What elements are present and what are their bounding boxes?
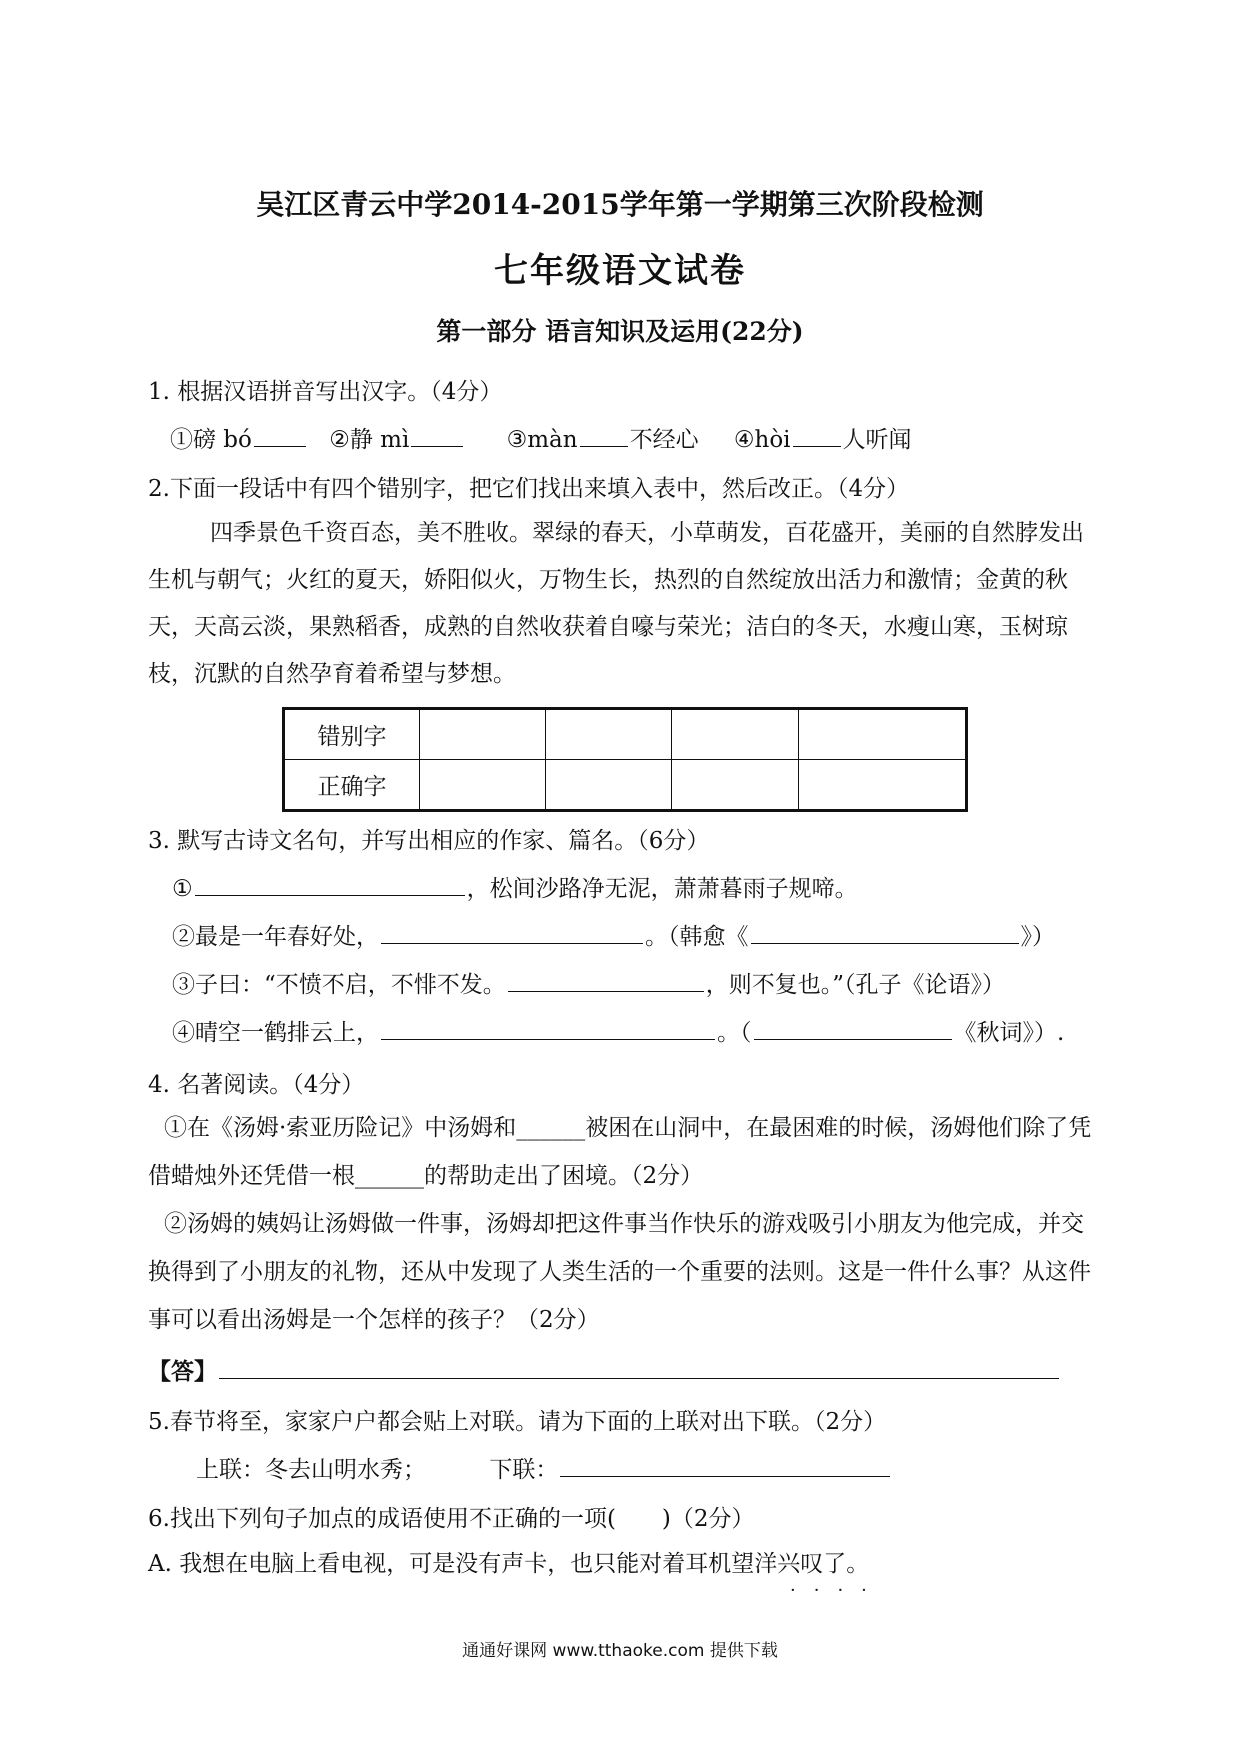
q1-item-2: ②静 mì [329, 427, 410, 453]
q4-sub-2: ②汤姆的姨妈让汤姆做一件事，汤姆却把这件事当作快乐的游戏吸引小朋友为他完成，并交换得到了小朋友的礼物，还从中发现了人类生活的一个重要的法则。这是一件什么事？从这件事可以看出汤姆是一个怎样的孩子？（2分） [148, 1211, 1091, 1333]
q1-blank-3[interactable] [580, 424, 628, 447]
q3-blank-5[interactable] [381, 1017, 715, 1040]
q3-line-4 [172, 1014, 1064, 1047]
table-cell[interactable] [672, 709, 798, 760]
q3-line2-mid: 。（韩愈《 [645, 924, 749, 950]
q4-sub-1: ①在《汤姆·索亚历险记》中汤姆和______被困在山洞中，在最困难的时候，汤姆他们除了凭借蜡烛外还凭借一根______的帮助走出了困境。（2分） [148, 1115, 1092, 1189]
table-cell[interactable] [546, 760, 672, 811]
q6-option-a: A. 我想在电脑上看电视，可是没有声卡，也只能对着耳机望洋兴叹了。 [148, 1551, 870, 1577]
q1-blank-1[interactable] [254, 424, 306, 447]
table-cell[interactable] [798, 760, 966, 811]
q5-couplet [196, 1451, 892, 1484]
q3-blank-3[interactable] [751, 921, 1019, 944]
table-cell[interactable] [672, 760, 798, 811]
q2-passage: 四季景色千资百态，美不胜收。翠绿的春天，小草萌发，百花盛开，美丽的自然脖发出生机与朝气；火红的夏天，娇阳似火，万物生长，热烈的自然绽放出活力和激情；金黄的秋天，天高云淡，果熟稻香，成熟的自然收获着自嚎与荣光；洁白的冬天，水瘦山寒，玉树琼枝，沉默的自然孕育着希望与梦想。 [148, 520, 1084, 687]
q3-line2-text: ②最是一年春好处， [172, 924, 379, 950]
table-row [284, 760, 967, 811]
error-correction-table [282, 707, 968, 812]
q1-blank-4[interactable] [793, 424, 841, 447]
q6-stem: 6.找出下列句子加点的成语使用不正确的一项( )（2分） [148, 1506, 755, 1532]
table-cell[interactable] [420, 760, 546, 811]
q5-stem: 5.春节将至，家家户户都会贴上对联。请为下面的上联对出下联。（2分） [148, 1409, 887, 1435]
lower-couplet-blank[interactable] [560, 1454, 890, 1477]
q1-item-3: ③màn [506, 427, 578, 453]
q3-blank-6[interactable] [754, 1017, 952, 1040]
q1-item-1: ①磅 bó [170, 427, 252, 453]
q3-line3-end: ，则不复也。”（孔子《论语》） [705, 972, 1006, 998]
q3-line-3 [172, 966, 1005, 999]
q3-stem: 3. 默写古诗文名句，并写出相应的作家、篇名。（6分） [148, 828, 710, 854]
part-title: 第一部分 语言知识及运用(22分) [436, 317, 804, 346]
table-cell[interactable] [798, 709, 966, 760]
q3-line1-text: ，松间沙路净无泥，萧萧暮雨子规啼。 [466, 876, 858, 902]
school-title: 吴江区青云中学2014-2015学年第一学期第三次阶段检测 [256, 188, 984, 221]
upper-couplet: 上联：冬去山明水秀； [196, 1457, 426, 1483]
q1-blank-2[interactable] [411, 424, 463, 447]
table-row [284, 709, 967, 760]
q3-line-2 [172, 918, 1055, 951]
q3-blank-4[interactable] [508, 969, 704, 992]
q1-stem: 1. 根据汉语拼音写出汉字。（4分） [148, 379, 503, 405]
table-cell[interactable] [420, 709, 546, 760]
q3-line2-end: 》） [1020, 924, 1055, 950]
q3-line4-end: 《秋词》）. [953, 1020, 1065, 1046]
table-row-header: 错别字 [284, 709, 420, 760]
footer-text: 通通好课网 www.tthaoke.com 提供下载 [462, 1641, 778, 1661]
q3-blank-1[interactable] [195, 873, 465, 896]
answer-line[interactable] [219, 1356, 1059, 1379]
q2-stem: 2.下面一段话中有四个错别字，把它们找出来填入表中，然后改正。（4分） [148, 476, 910, 502]
q1-item-4-tail: 人听闻 [842, 427, 912, 453]
table-cell[interactable] [546, 709, 672, 760]
exam-title: 七年级语文试卷 [494, 251, 746, 291]
q3-line4-text: ④晴空一鹤排云上， [172, 1020, 379, 1046]
lower-couplet-label: 下联： [489, 1457, 559, 1483]
q1-items [170, 421, 912, 454]
emphasis-dots: ···· [790, 1580, 885, 1601]
q3-blank-2[interactable] [381, 921, 643, 944]
q3-line3-text: ③子曰：“不愤不启，不悱不发。 [172, 972, 506, 998]
q3-line-1 [172, 870, 858, 903]
q4-answer [148, 1353, 1061, 1386]
table-row-header: 正确字 [284, 760, 420, 811]
q4-stem: 4. 名著阅读。（4分） [148, 1072, 365, 1098]
q1-item-3-tail: 不经心 [629, 427, 699, 453]
answer-label: 【答】 [148, 1358, 217, 1385]
q3-line1-prefix: ① [172, 876, 193, 902]
q1-item-4: ④hòi [733, 427, 791, 453]
q3-line4-mid: 。（ [717, 1020, 752, 1046]
